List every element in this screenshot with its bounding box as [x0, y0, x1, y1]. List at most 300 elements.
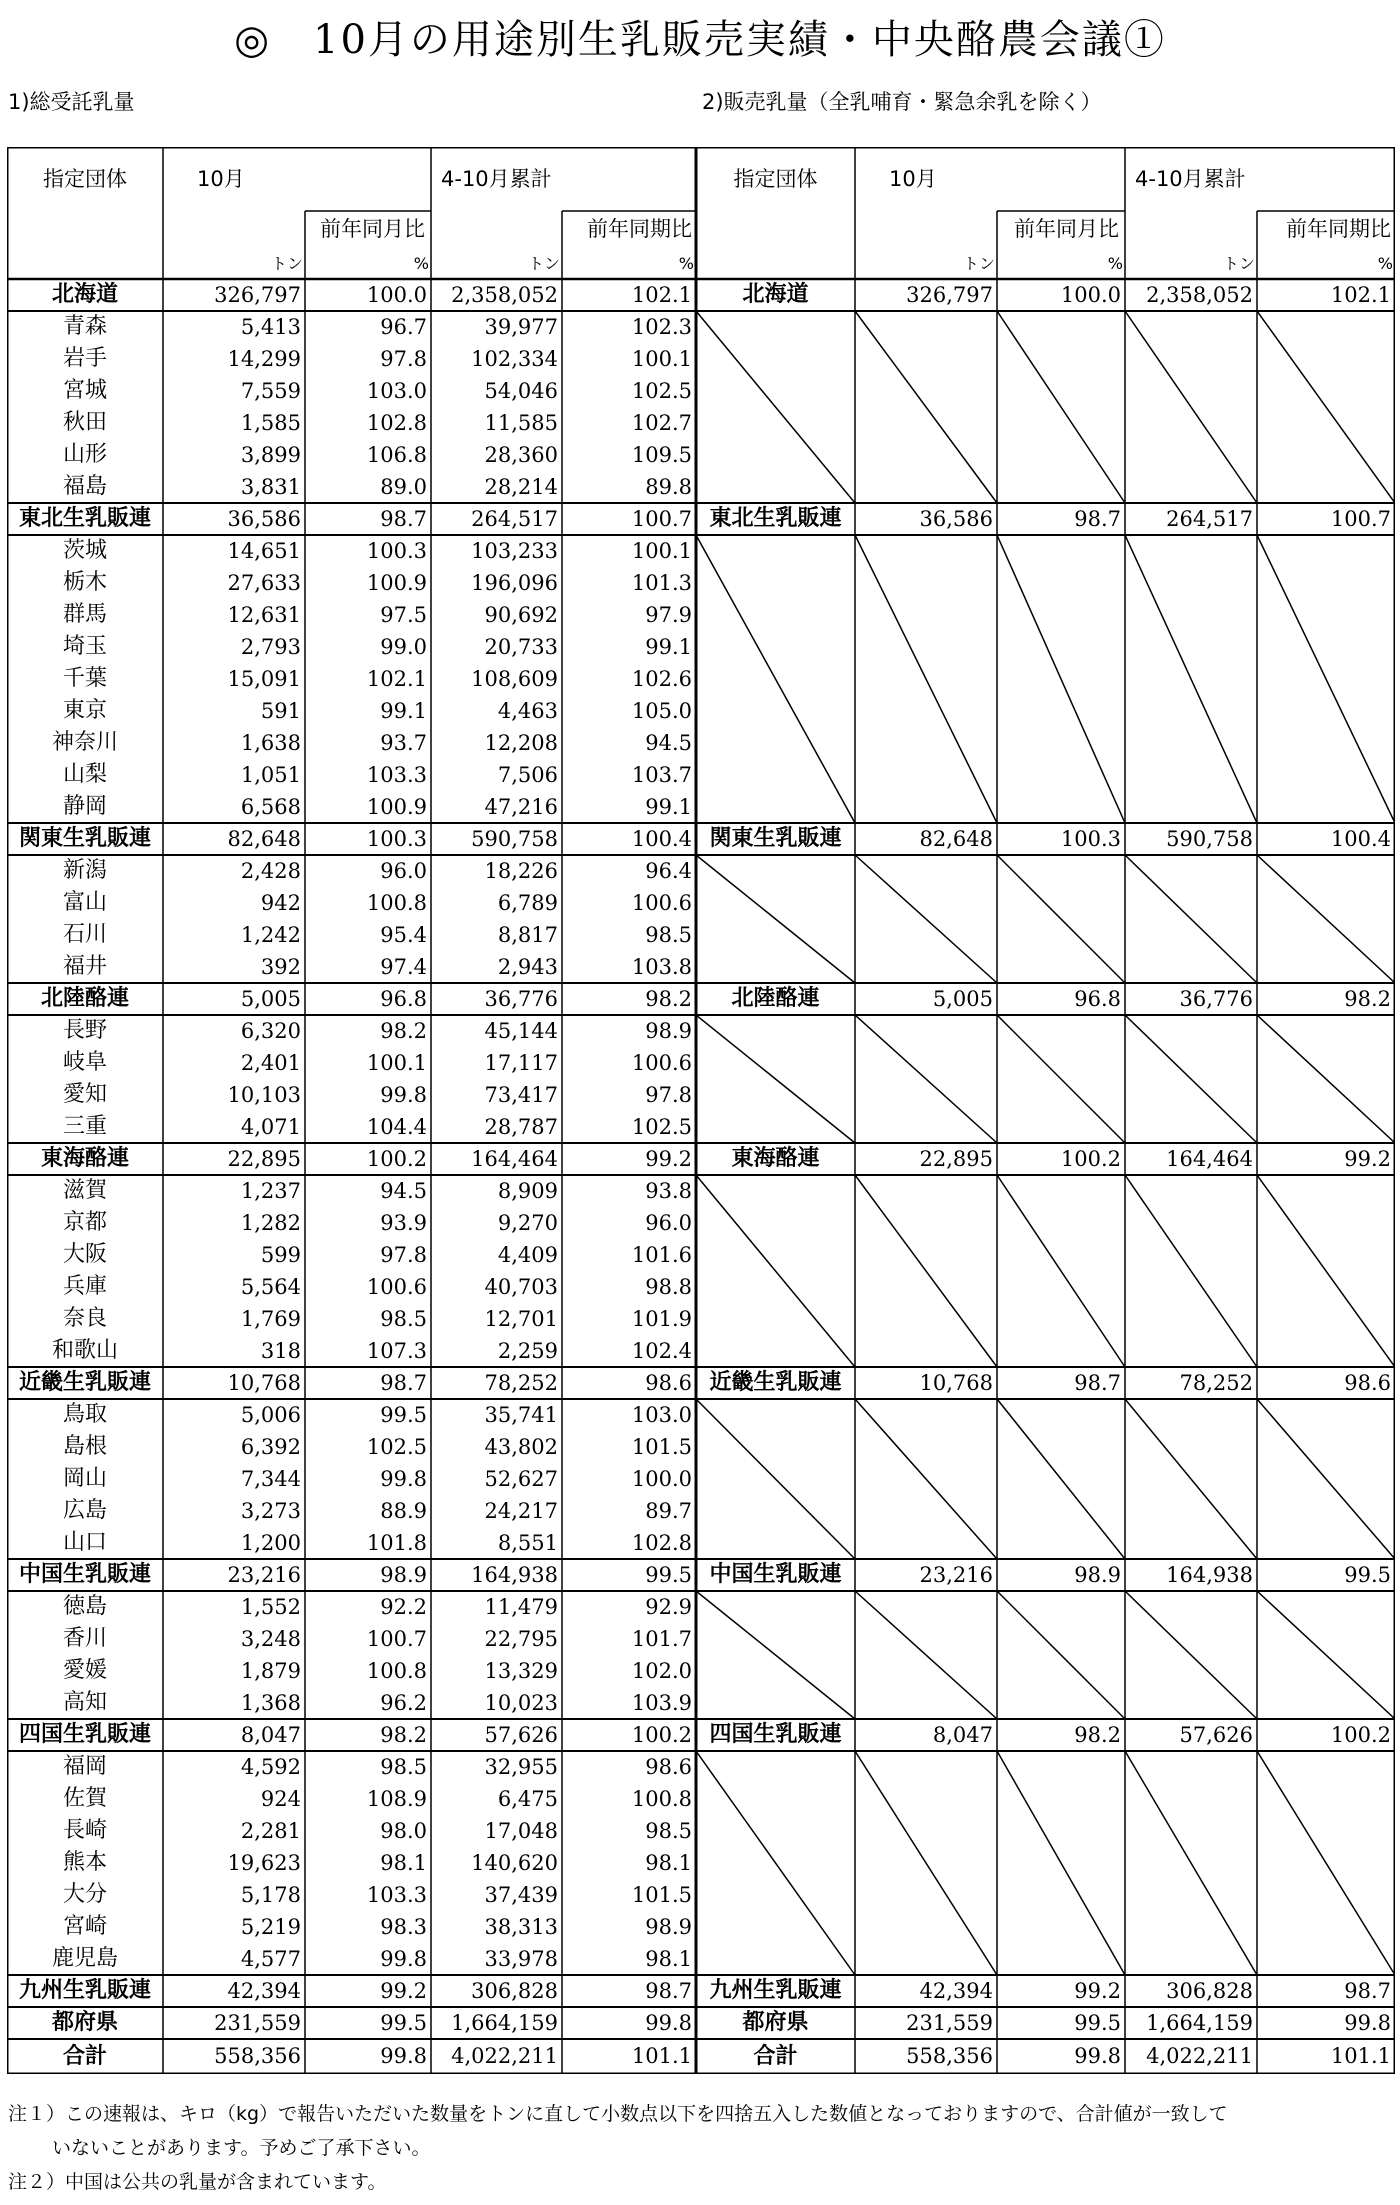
row-yoy-cum: 101.9	[631, 1307, 692, 1331]
row-name: 四国生乳販連	[18, 1722, 151, 1747]
row-yoy-month-right: 98.2	[1074, 1723, 1121, 1747]
row-cumulative-right: 164,938	[1166, 1563, 1253, 1587]
row-name: 福島	[62, 474, 107, 499]
row-name: 鹿児島	[51, 1946, 118, 1971]
row-cumulative: 164,938	[471, 1563, 558, 1587]
row-yoy-month-right: 100.0	[1060, 283, 1121, 307]
empty-cell-diagonal	[855, 311, 997, 503]
row-yoy-month: 98.7	[380, 1371, 427, 1395]
empty-cell-diagonal	[1257, 1015, 1395, 1143]
footnote-2: 注２）中国は公共の乳量が含まれています。	[8, 2171, 387, 2193]
row-name: 三重	[62, 1114, 107, 1139]
row-volume: 1,638	[240, 731, 301, 755]
empty-cell-diagonal	[997, 1015, 1125, 1143]
row-yoy-cum: 102.0	[631, 1659, 692, 1683]
row-yoy-cum: 103.9	[631, 1691, 692, 1715]
row-yoy-month: 103.3	[366, 1883, 427, 1907]
row-yoy-cum-right: 98.6	[1344, 1371, 1391, 1395]
row-cumulative: 103,233	[471, 539, 558, 563]
row-cumulative: 8,551	[497, 1531, 558, 1555]
row-yoy-month: 100.1	[366, 1051, 427, 1075]
row-volume: 5,413	[240, 315, 301, 339]
row-yoy-month-right: 98.9	[1074, 1563, 1121, 1587]
row-yoy-cum: 99.5	[645, 1563, 692, 1587]
row-cumulative: 4,409	[497, 1243, 558, 1267]
row-cumulative: 11,585	[484, 411, 558, 435]
row-yoy-cum: 100.7	[631, 507, 692, 531]
row-yoy-month-right: 99.8	[1074, 2044, 1121, 2068]
row-yoy-month: 100.3	[366, 827, 427, 851]
row-yoy-month: 95.4	[380, 923, 427, 947]
row-volume: 15,091	[227, 667, 301, 691]
empty-cell-diagonal	[997, 1399, 1125, 1559]
row-name: 高知	[62, 1690, 107, 1715]
row-volume: 4,071	[240, 1115, 301, 1139]
row-yoy-cum: 102.8	[631, 1531, 692, 1555]
empty-cell-diagonal	[855, 1015, 997, 1143]
row-cumulative: 22,795	[484, 1627, 558, 1651]
header-group-right: 指定団体	[733, 167, 818, 191]
row-volume: 10,103	[227, 1083, 301, 1107]
row-yoy-cum-right: 102.1	[1330, 283, 1391, 307]
row-volume: 1,051	[240, 763, 301, 787]
row-yoy-cum-right: 99.5	[1344, 1563, 1391, 1587]
header-month-right: 10月	[889, 167, 937, 191]
header-month-left: 10月	[197, 167, 245, 191]
header-yoy-month-right: 前年同月比	[1014, 217, 1119, 241]
row-yoy-month: 98.7	[380, 507, 427, 531]
row-yoy-month: 98.1	[380, 1851, 427, 1875]
row-name: 愛媛	[62, 1658, 107, 1683]
row-yoy-cum: 97.9	[645, 603, 692, 627]
row-yoy-cum: 98.5	[645, 1819, 692, 1843]
unit-pct-left: %	[413, 254, 429, 273]
empty-cell-diagonal	[997, 1751, 1125, 1975]
row-name: 熊本	[62, 1850, 107, 1875]
row-volume: 12,631	[227, 603, 301, 627]
row-cumulative: 73,417	[484, 1083, 558, 1107]
empty-cell-diagonal	[997, 311, 1125, 503]
row-yoy-cum: 102.6	[631, 667, 692, 691]
row-name: 埼玉	[62, 634, 107, 659]
row-volume: 19,623	[227, 1851, 301, 1875]
row-name: 都府県	[51, 2010, 118, 2035]
row-name: 石川	[62, 922, 107, 947]
row-cumulative: 57,626	[484, 1723, 558, 1747]
empty-cell-diagonal	[1257, 1591, 1395, 1719]
empty-cell-diagonal	[696, 535, 855, 823]
row-name: 山口	[62, 1530, 107, 1555]
empty-cell-diagonal	[997, 1175, 1125, 1367]
row-volume: 6,392	[240, 1435, 301, 1459]
row-name-right: 都府県	[742, 2010, 809, 2035]
row-cumulative-right: 78,252	[1179, 1371, 1253, 1395]
row-yoy-month: 99.0	[380, 635, 427, 659]
row-cumulative: 90,692	[484, 603, 558, 627]
row-yoy-month-right: 99.5	[1074, 2011, 1121, 2035]
row-yoy-month: 96.7	[380, 315, 427, 339]
row-yoy-cum: 98.9	[645, 1019, 692, 1043]
row-yoy-cum: 103.7	[631, 763, 692, 787]
row-yoy-month: 99.2	[380, 1979, 427, 2003]
row-yoy-month: 99.8	[380, 1083, 427, 1107]
row-name: 宮崎	[62, 1914, 107, 1939]
row-cumulative-right: 306,828	[1166, 1979, 1253, 2003]
row-cumulative: 2,358,052	[451, 283, 558, 307]
row-volume-right: 558,356	[906, 2044, 993, 2068]
empty-cell-diagonal	[696, 1015, 855, 1143]
row-cumulative: 43,802	[484, 1435, 558, 1459]
row-yoy-cum: 102.3	[631, 315, 692, 339]
row-cumulative: 2,259	[497, 1339, 558, 1363]
row-yoy-cum-right: 99.2	[1344, 1147, 1391, 1171]
empty-cell-diagonal	[855, 1175, 997, 1367]
row-volume: 326,797	[214, 283, 301, 307]
row-yoy-cum: 98.7	[645, 1979, 692, 2003]
row-cumulative: 32,955	[484, 1755, 558, 1779]
row-volume: 2,428	[240, 859, 301, 883]
row-yoy-month: 100.0	[366, 283, 427, 307]
row-name-right: 北海道	[742, 282, 809, 307]
row-yoy-month: 96.2	[380, 1691, 427, 1715]
row-volume-right: 326,797	[906, 283, 993, 307]
row-yoy-cum-right: 100.2	[1330, 1723, 1391, 1747]
row-yoy-month: 99.8	[380, 1947, 427, 1971]
row-yoy-month: 97.5	[380, 603, 427, 627]
row-cumulative: 590,758	[471, 827, 558, 851]
row-volume: 4,577	[240, 1947, 301, 1971]
row-yoy-month: 97.8	[380, 347, 427, 371]
row-volume-right: 10,768	[919, 1371, 993, 1395]
empty-cell-diagonal	[997, 1591, 1125, 1719]
row-name: 奈良	[62, 1306, 107, 1331]
milk-sales-table	[7, 147, 1395, 2074]
row-name: 島根	[62, 1434, 107, 1459]
empty-cell-diagonal	[1125, 1591, 1257, 1719]
row-yoy-cum: 100.4	[631, 827, 692, 851]
empty-cell-diagonal	[997, 535, 1125, 823]
row-name: 栃木	[62, 570, 107, 595]
row-volume: 23,216	[227, 1563, 301, 1587]
row-name: 京都	[62, 1210, 107, 1235]
row-cumulative-right: 1,664,159	[1146, 2011, 1253, 2035]
row-yoy-month: 98.2	[380, 1019, 427, 1043]
row-cumulative-right: 36,776	[1179, 987, 1253, 1011]
row-name: 宮城	[62, 378, 107, 403]
row-volume: 3,831	[240, 475, 301, 499]
row-yoy-month: 98.2	[380, 1723, 427, 1747]
row-name: 大分	[62, 1882, 107, 1907]
row-name: 香川	[62, 1626, 107, 1651]
row-volume: 5,219	[240, 1915, 301, 1939]
row-cumulative: 306,828	[471, 1979, 558, 2003]
row-yoy-month: 99.8	[380, 2044, 427, 2068]
empty-cell-diagonal	[855, 1591, 997, 1719]
row-volume: 7,344	[240, 1467, 301, 1491]
empty-cell-diagonal	[1125, 535, 1257, 823]
row-volume: 8,047	[240, 1723, 301, 1747]
row-cumulative-right: 2,358,052	[1146, 283, 1253, 307]
row-yoy-cum-right: 100.4	[1330, 827, 1391, 851]
empty-cell-diagonal	[1125, 855, 1257, 983]
row-yoy-month-right: 98.7	[1074, 1371, 1121, 1395]
row-yoy-cum: 103.8	[631, 955, 692, 979]
row-yoy-cum: 94.5	[645, 731, 692, 755]
empty-cell-diagonal	[1125, 1175, 1257, 1367]
row-volume: 2,401	[240, 1051, 301, 1075]
empty-cell-diagonal	[855, 1751, 997, 1975]
row-cumulative: 24,217	[484, 1499, 558, 1523]
row-yoy-month: 102.5	[366, 1435, 427, 1459]
row-volume: 1,585	[240, 411, 301, 435]
row-cumulative: 18,226	[484, 859, 558, 883]
row-yoy-month: 98.0	[380, 1819, 427, 1843]
row-cumulative: 140,620	[471, 1851, 558, 1875]
row-yoy-month: 100.8	[366, 1659, 427, 1683]
row-yoy-cum: 101.3	[631, 571, 692, 595]
row-cumulative: 1,664,159	[451, 2011, 558, 2035]
row-cumulative: 6,789	[497, 891, 558, 915]
row-volume-right: 5,005	[932, 987, 993, 1011]
row-name: 大阪	[62, 1242, 107, 1267]
row-volume: 5,564	[240, 1275, 301, 1299]
row-name: 愛知	[62, 1082, 107, 1107]
row-yoy-month: 98.5	[380, 1307, 427, 1331]
row-name: 北陸酪連	[40, 986, 129, 1011]
row-yoy-cum: 102.5	[631, 379, 692, 403]
footnotes	[8, 2097, 1392, 2199]
row-cumulative: 8,817	[497, 923, 558, 947]
row-yoy-month: 102.1	[366, 667, 427, 691]
empty-cell-diagonal	[855, 855, 997, 983]
row-name: 岩手	[62, 346, 107, 371]
row-yoy-cum: 99.2	[645, 1147, 692, 1171]
row-name-right: 近畿生乳販連	[709, 1370, 842, 1395]
row-yoy-cum: 98.6	[645, 1755, 692, 1779]
row-cumulative-right: 590,758	[1166, 827, 1253, 851]
row-volume-right: 8,047	[932, 1723, 993, 1747]
row-name: 滋賀	[62, 1178, 107, 1203]
row-volume: 14,651	[227, 539, 301, 563]
row-cumulative: 4,463	[497, 699, 558, 723]
header-group-left: 指定団体	[43, 167, 127, 191]
row-cumulative-right: 4,022,211	[1146, 2044, 1253, 2068]
row-volume: 392	[260, 955, 301, 979]
row-volume: 36,586	[227, 507, 301, 531]
row-volume: 1,879	[240, 1659, 301, 1683]
row-yoy-month: 96.0	[380, 859, 427, 883]
row-name: 中国生乳販連	[18, 1562, 151, 1587]
row-yoy-cum: 99.1	[645, 795, 692, 819]
row-yoy-cum: 100.8	[631, 1787, 692, 1811]
row-yoy-cum: 103.0	[631, 1403, 692, 1427]
row-cumulative: 78,252	[484, 1371, 558, 1395]
empty-cell-diagonal	[696, 1751, 855, 1975]
unit-ton-left: トン	[270, 254, 303, 273]
row-cumulative: 33,978	[484, 1947, 558, 1971]
page-title: ◎ 10月の用途別生乳販売実績・中央酪農会議①	[234, 17, 1166, 63]
unit-pct-right: %	[1377, 254, 1393, 273]
row-yoy-month: 98.9	[380, 1563, 427, 1587]
row-volume: 5,006	[240, 1403, 301, 1427]
row-yoy-cum: 101.6	[631, 1243, 692, 1267]
row-volume: 1,200	[240, 1531, 301, 1555]
row-yoy-cum: 89.7	[645, 1499, 692, 1523]
row-volume: 6,568	[240, 795, 301, 819]
row-yoy-cum: 96.0	[645, 1211, 692, 1235]
row-name: 千葉	[62, 666, 107, 691]
row-cumulative: 2,943	[497, 955, 558, 979]
empty-cell-diagonal	[696, 1175, 855, 1367]
row-cumulative: 38,313	[484, 1915, 558, 1939]
row-yoy-cum: 100.6	[631, 891, 692, 915]
row-volume: 1,552	[240, 1595, 301, 1619]
header-yoy-month-left: 前年同月比	[320, 217, 425, 241]
row-yoy-cum: 102.4	[631, 1339, 692, 1363]
row-yoy-month: 89.0	[380, 475, 427, 499]
row-name: 岡山	[62, 1466, 107, 1491]
row-yoy-cum: 100.1	[631, 539, 692, 563]
row-volume-right: 82,648	[919, 827, 993, 851]
row-name-right: 九州生乳販連	[709, 1978, 842, 2003]
empty-cell-diagonal	[1257, 1399, 1395, 1559]
empty-cell-diagonal	[696, 1591, 855, 1719]
row-yoy-cum: 89.8	[645, 475, 692, 499]
row-cumulative: 264,517	[471, 507, 558, 531]
row-cumulative: 37,439	[484, 1883, 558, 1907]
row-name-right: 北陸酪連	[731, 986, 820, 1011]
row-yoy-cum: 102.5	[631, 1115, 692, 1139]
row-volume: 22,895	[227, 1147, 301, 1171]
row-yoy-month: 99.8	[380, 1467, 427, 1491]
row-cumulative: 17,117	[484, 1051, 558, 1075]
row-volume: 10,768	[227, 1371, 301, 1395]
row-cumulative: 6,475	[497, 1787, 558, 1811]
row-yoy-cum: 92.9	[645, 1595, 692, 1619]
row-volume-right: 22,895	[919, 1147, 993, 1171]
footnote-1: 注１）この速報は、キロ（kg）で報告いただいた数量をトンに直して小数点以下を四捨五入した数値となっておりますので、合計値が一致して	[8, 2103, 1228, 2125]
row-name-right: 合計	[753, 2044, 798, 2069]
row-cumulative: 39,977	[484, 315, 558, 339]
row-name: 東京	[62, 698, 107, 723]
row-volume: 318	[260, 1339, 301, 1363]
row-cumulative: 196,096	[471, 571, 558, 595]
empty-cell-diagonal	[1257, 311, 1395, 503]
row-name: 佐賀	[62, 1786, 107, 1811]
row-volume: 3,248	[240, 1627, 301, 1651]
row-volume: 6,320	[240, 1019, 301, 1043]
row-name: 北海道	[51, 282, 118, 307]
row-cumulative: 12,701	[484, 1307, 558, 1331]
empty-cell-diagonal	[1125, 1015, 1257, 1143]
row-name-right: 東北生乳販連	[709, 506, 842, 531]
row-name: 福井	[62, 954, 107, 979]
row-yoy-month: 88.9	[380, 1499, 427, 1523]
row-yoy-cum: 100.2	[631, 1723, 692, 1747]
empty-cell-diagonal	[1125, 311, 1257, 503]
row-volume: 591	[260, 699, 301, 723]
row-yoy-month: 96.8	[380, 987, 427, 1011]
row-volume-right: 36,586	[919, 507, 993, 531]
row-cumulative: 52,627	[484, 1467, 558, 1491]
row-yoy-month-right: 100.3	[1060, 827, 1121, 851]
row-name: 神奈川	[51, 730, 118, 755]
row-volume: 924	[260, 1787, 301, 1811]
row-yoy-cum: 98.1	[645, 1851, 692, 1875]
row-name: 徳島	[62, 1594, 107, 1619]
unit-pct-left: %	[678, 254, 694, 273]
row-yoy-month: 107.3	[366, 1339, 427, 1363]
row-yoy-month: 100.9	[366, 795, 427, 819]
row-cumulative: 7,506	[497, 763, 558, 787]
row-yoy-month: 100.6	[366, 1275, 427, 1299]
unit-ton-right: トン	[1222, 254, 1255, 273]
row-volume: 1,242	[240, 923, 301, 947]
row-volume: 1,368	[240, 1691, 301, 1715]
row-yoy-cum: 100.1	[631, 347, 692, 371]
row-yoy-cum: 98.8	[645, 1275, 692, 1299]
header-cumulative-right: 4-10月累計	[1135, 167, 1246, 191]
row-yoy-cum: 98.9	[645, 1915, 692, 1939]
row-volume: 14,299	[227, 347, 301, 371]
row-yoy-month: 97.8	[380, 1243, 427, 1267]
row-yoy-month: 99.5	[380, 1403, 427, 1427]
row-volume-right: 23,216	[919, 1563, 993, 1587]
row-yoy-month: 97.4	[380, 955, 427, 979]
row-yoy-month: 100.3	[366, 539, 427, 563]
row-yoy-month: 99.5	[380, 2011, 427, 2035]
row-name-right: 東海酪連	[731, 1146, 820, 1171]
row-name: 関東生乳販連	[18, 826, 151, 851]
row-cumulative: 12,208	[484, 731, 558, 755]
row-yoy-cum: 97.8	[645, 1083, 692, 1107]
row-cumulative: 28,214	[484, 475, 558, 499]
row-yoy-cum: 101.1	[631, 2044, 692, 2068]
row-yoy-cum: 109.5	[631, 443, 692, 467]
empty-cell-diagonal	[997, 855, 1125, 983]
empty-cell-diagonal	[1125, 1751, 1257, 1975]
row-name: 東北生乳販連	[18, 506, 151, 531]
row-name: 長崎	[62, 1818, 107, 1843]
row-yoy-month-right: 98.7	[1074, 507, 1121, 531]
row-volume: 3,273	[240, 1499, 301, 1523]
empty-cell-diagonal	[696, 855, 855, 983]
row-cumulative: 36,776	[484, 987, 558, 1011]
row-name: 合計	[62, 2044, 107, 2069]
row-volume: 27,633	[227, 571, 301, 595]
row-volume: 1,237	[240, 1179, 301, 1203]
row-yoy-cum-right: 98.7	[1344, 1979, 1391, 2003]
empty-cell-diagonal	[855, 1399, 997, 1559]
empty-cell-diagonal	[1257, 535, 1395, 823]
row-yoy-month: 104.4	[366, 1115, 427, 1139]
row-volume: 4,592	[240, 1755, 301, 1779]
row-cumulative-right: 264,517	[1166, 507, 1253, 531]
row-yoy-month: 102.8	[366, 411, 427, 435]
empty-cell-diagonal	[855, 535, 997, 823]
row-volume: 599	[260, 1243, 301, 1267]
row-yoy-cum: 100.6	[631, 1051, 692, 1075]
row-yoy-cum: 105.0	[631, 699, 692, 723]
row-yoy-cum-right: 100.7	[1330, 507, 1391, 531]
row-name: 和歌山	[51, 1338, 118, 1363]
row-name-right: 中国生乳販連	[709, 1562, 842, 1587]
row-volume-right: 42,394	[919, 1979, 993, 2003]
row-volume: 5,178	[240, 1883, 301, 1907]
row-cumulative: 102,334	[471, 347, 558, 371]
row-volume: 231,559	[214, 2011, 301, 2035]
row-yoy-month: 93.9	[380, 1211, 427, 1235]
